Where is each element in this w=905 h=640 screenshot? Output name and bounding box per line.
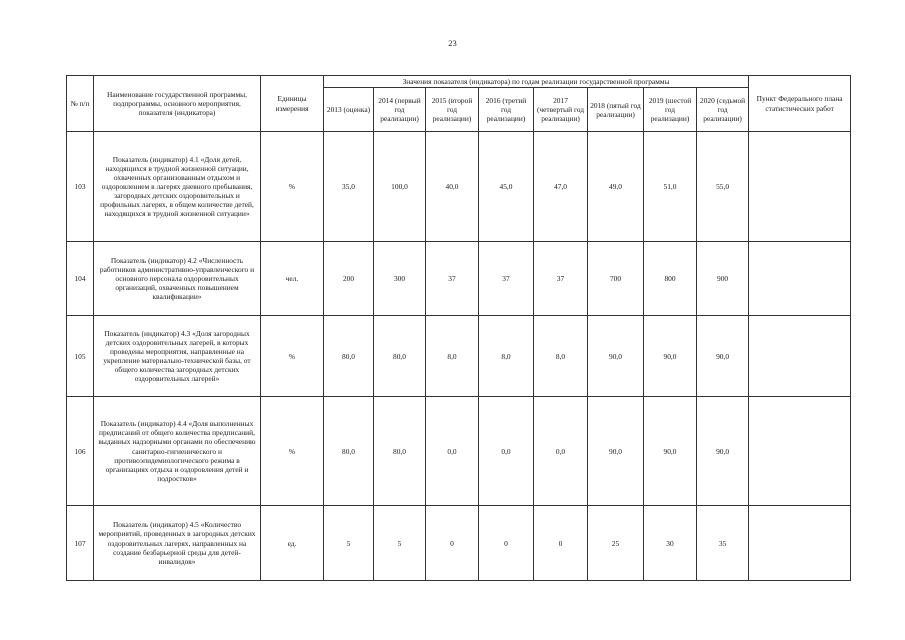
- row-value: 8,0: [534, 316, 588, 397]
- row-num: 106: [67, 397, 94, 506]
- row-unit: %: [261, 132, 324, 242]
- row-value: 25: [588, 506, 644, 581]
- row-value: 35: [697, 506, 749, 581]
- row-value: 90,0: [697, 316, 749, 397]
- row-unit: %: [261, 316, 324, 397]
- row-value: 5: [374, 506, 426, 581]
- header-year: 2013 (оценка): [324, 88, 374, 132]
- row-value: 900: [697, 242, 749, 316]
- row-value: 55,0: [697, 132, 749, 242]
- row-num: 107: [67, 506, 94, 581]
- row-unit: ед.: [261, 506, 324, 581]
- row-value: 37: [534, 242, 588, 316]
- header-num: № п/п: [67, 76, 94, 132]
- header-year: 2018 (пятый год реализации): [588, 88, 644, 132]
- header-unit: Единицы измерения: [261, 76, 324, 132]
- row-value: 100,0: [374, 132, 426, 242]
- row-value: 0,0: [426, 397, 479, 506]
- row-name: Показатель (индикатор) 4.1 «Доля детей, находящихся в трудной жизненной ситуации, охваченных организованным отдыхом и оздоровлением в лагерях дневного пребывания, загородных детских оздоровительных и профильных лагерях, в общем количестве детей, находящихся в трудной жизненной ситуации»: [94, 132, 261, 242]
- table-row: [67, 242, 851, 316]
- row-unit: чел.: [261, 242, 324, 316]
- row-value: 80,0: [374, 397, 426, 506]
- row-value: 37: [426, 242, 479, 316]
- row-value: 51,0: [644, 132, 697, 242]
- row-value: 40,0: [426, 132, 479, 242]
- row-value: 8,0: [426, 316, 479, 397]
- row-value: 37: [479, 242, 534, 316]
- header-name: Наименование государственной программы, подпрограммы, основного мероприятия, показателя (индикатора): [94, 76, 261, 132]
- header-year: 2017 (четвертый год реализации): [534, 88, 588, 132]
- page-number: 23: [448, 38, 457, 48]
- row-value: 0: [426, 506, 479, 581]
- row-value: 47,0: [534, 132, 588, 242]
- row-value: 90,0: [588, 316, 644, 397]
- row-value: 80,0: [324, 397, 374, 506]
- row-name: Показатель (индикатор) 4.5 «Количество мероприятий, проведенных в загородных детских оздоровительных лагерях, направленных на создание безбарьерной среды для детей-инвалидов»: [94, 506, 261, 581]
- row-value: 0: [479, 506, 534, 581]
- row-value: 35,0: [324, 132, 374, 242]
- row-name: Показатель (индикатор) 4.3 «Доля загородных детских оздоровительных лагерей, в которых проведены мероприятия, направленные на укрепление материально-технической базы, от общего количества загородных детских оздоровительных лагерей»: [94, 316, 261, 397]
- indicators-table: [66, 75, 851, 581]
- row-value: 90,0: [644, 397, 697, 506]
- table-row: [67, 316, 851, 397]
- row-plan: [749, 506, 851, 581]
- row-plan: [749, 316, 851, 397]
- row-unit: %: [261, 397, 324, 506]
- row-value: 90,0: [644, 316, 697, 397]
- row-value: 90,0: [588, 397, 644, 506]
- row-value: 0,0: [479, 397, 534, 506]
- header-year: 2015 (второй год реализации): [426, 88, 479, 132]
- table-row: [67, 132, 851, 242]
- row-value: 300: [374, 242, 426, 316]
- row-value: 8,0: [479, 316, 534, 397]
- row-value: 0,0: [534, 397, 588, 506]
- row-value: 0: [534, 506, 588, 581]
- row-value: 90,0: [697, 397, 749, 506]
- row-num: 104: [67, 242, 94, 316]
- header-year: 2014 (первый год реализации): [374, 88, 426, 132]
- row-name: Показатель (индикатор) 4.2 «Численность работников административно-управленческого и основного персонала оздоровительных организаций, охваченных повышением квалификации»: [94, 242, 261, 316]
- header-values-group: Значения показателя (индикатора) по годам реализации государственной программы: [324, 76, 749, 88]
- row-value: 5: [324, 506, 374, 581]
- header-year: 2016 (третий год реализации): [479, 88, 534, 132]
- row-num: 103: [67, 132, 94, 242]
- row-num: 105: [67, 316, 94, 397]
- table-row: [67, 506, 851, 581]
- row-plan: [749, 242, 851, 316]
- header-year: 2020 (седьмой год реализации): [697, 88, 749, 132]
- header-year: 2019 (шестой год реализации): [644, 88, 697, 132]
- row-value: 49,0: [588, 132, 644, 242]
- row-value: 800: [644, 242, 697, 316]
- table-row: [67, 397, 851, 506]
- row-plan: [749, 132, 851, 242]
- row-value: 80,0: [374, 316, 426, 397]
- row-name: Показатель (индикатор) 4.4 «Доля выполненных предписаний от общего количества предписаний, выданных надзорными органами по обеспечению санитарно-гигиенического и противоэпидемиологического режима в организациях отдыха и оздоровления детей и подростков»: [94, 397, 261, 506]
- header-plan: Пункт Федерального плана статистических работ: [749, 76, 851, 132]
- row-value: 80,0: [324, 316, 374, 397]
- row-value: 45,0: [479, 132, 534, 242]
- row-value: 200: [324, 242, 374, 316]
- row-plan: [749, 397, 851, 506]
- row-value: 700: [588, 242, 644, 316]
- row-value: 30: [644, 506, 697, 581]
